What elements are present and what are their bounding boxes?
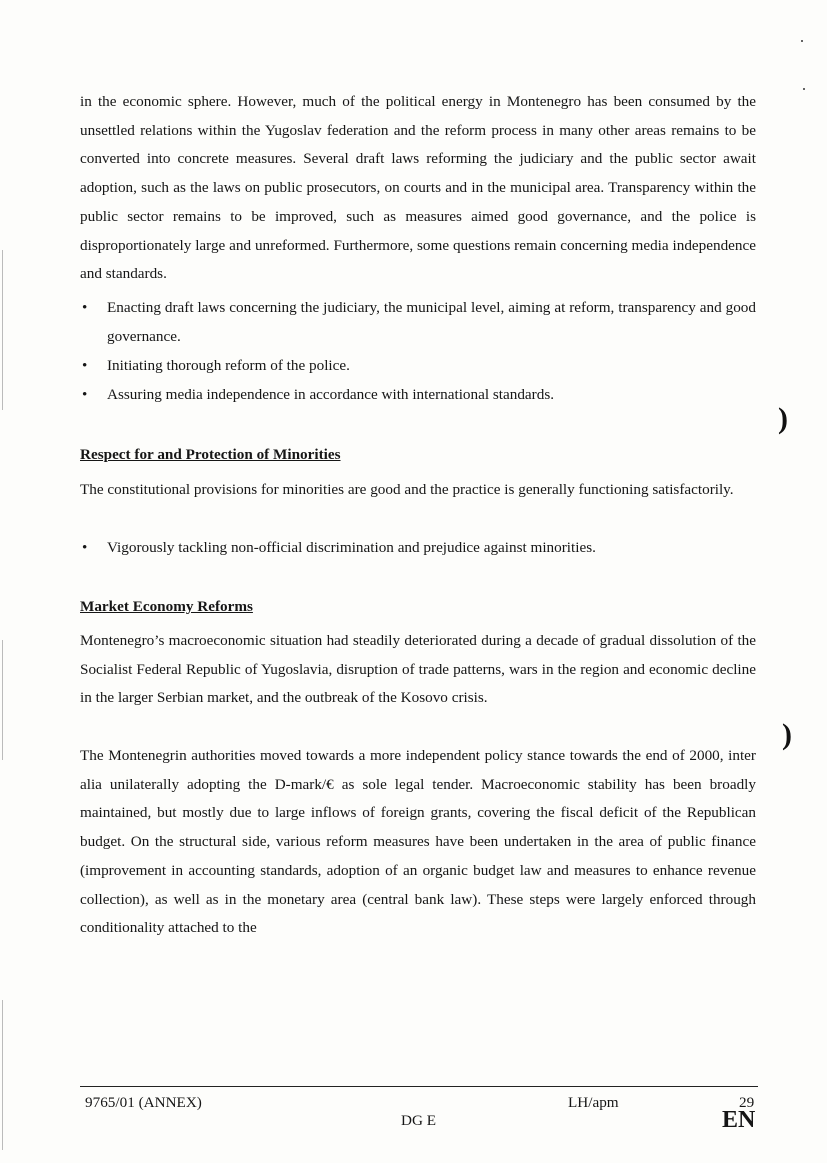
footer-language: EN (722, 1107, 756, 1133)
list-item-text: Vigorously tackling non-official discrimination and prejudice against minorities. (107, 539, 596, 556)
bullet-icon: • (82, 386, 88, 403)
punch-hole-mark: ) (778, 402, 788, 435)
bullet-icon: • (82, 299, 88, 316)
scan-edge-line (2, 1000, 3, 1150)
section-heading-market: Market Economy Reforms (80, 598, 253, 615)
footer-page-number: 29 (739, 1094, 755, 1111)
footer-doc-ref: 9765/01 (ANNEX) (85, 1094, 202, 1111)
list-item-text: Enacting draft laws concerning the judiciary, the municipal level, aiming at reform, transparency and good governance. (107, 299, 756, 345)
market-paragraph-2: The Montenegrin authorities moved towards a more independent policy stance towards the end of 2000, inter alia unilaterally adopting the D-mark/€ as sole legal tender. Macroeconomic stability has been broadly maintained, but mostly due to large inflows of foreign grants, covering the fiscal deficit of the Republican budget. On the structural side, various reform measures have been undertaken in the area of public finance (improvement in accounting standards, adoption of an organic budget law and measures to enhance revenue collection), as well as in the monetary area (central bank law). These steps were largely enforced through conditionality attached to the (80, 747, 756, 937)
list-item (80, 352, 756, 381)
market-paragraph-1: Montenegro’s macroeconomic situation had steadily deteriorated during a decade of gradual dissolution of the Socialist Federal Republic of Yugoslavia, disruption of trade patterns, wars in the region and economic decline in the larger Serbian market, and the outbreak of the Kosovo crisis. (80, 632, 756, 707)
section-heading-minorities: Respect for and Protection of Minorities (80, 446, 341, 463)
scan-edge-line (2, 640, 3, 760)
scan-edge-line (2, 250, 3, 410)
footer-dg: DG E (401, 1112, 437, 1129)
list-item (80, 534, 756, 563)
bullet-icon: • (82, 539, 88, 556)
list-item (80, 381, 756, 410)
minorities-paragraph: The constitutional provisions for minorities are good and the practice is generally functioning satisfactorily. (80, 481, 734, 498)
bullet-icon: • (82, 357, 88, 374)
scan-speck (801, 40, 803, 42)
intro-paragraph: in the economic sphere. However, much of the political energy in Montenegro has been consumed by the unsettled relations within the Yugoslav federation and the reform process in many other areas remains to be converted into concrete measures. Several draft laws reforming the judiciary and the public sector await adoption, such as the laws on public prosecutors, on courts and in the municipal area. Transparency within the public sector remains to be improved, such as measures aimed good governance, and the police is disproportionately large and unreformed. Furthermore, some questions remain concerning media independence and standards. (80, 93, 756, 283)
footer-initials: LH/apm (568, 1094, 619, 1111)
list-item (80, 294, 756, 351)
punch-hole-mark: ) (782, 718, 792, 751)
list-item-text: Assuring media independence in accordance with international standards. (107, 386, 555, 403)
scan-speck (803, 88, 805, 90)
footer-divider (80, 1086, 758, 1087)
list-item-text: Initiating thorough reform of the police. (107, 357, 350, 374)
